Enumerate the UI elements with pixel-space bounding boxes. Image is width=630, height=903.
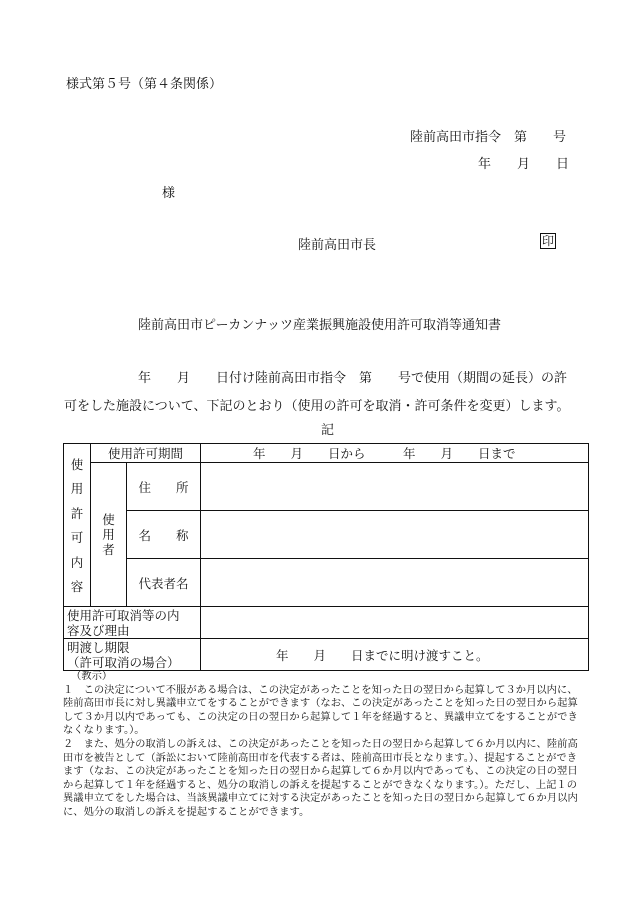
seal-mark: 印 [542,234,555,248]
name-value[interactable] [201,511,589,559]
left-char: 用 [70,481,84,497]
representative-label: 代表者名 [127,559,201,607]
instruction-notes [63,670,585,820]
handover-label-line: 明渡し期限 [67,639,130,655]
notes-item-2: ２ また、処分の取消しの訴えは、この決定があったことを知った日の翌日から起算して６か月以内に、陸前高田市を被告として（訴訟において陸前高田市を代表する者は、陸前高田市長となります。）、提起することができます（なお、この決定があったことを知った日の翌日から起算して６か月以内であっても、この決定の日の翌日から起算して１年を経過すると、処分の取消しの訴えを提起することができなくなります。）。ただし、上記１の異議申立てをした場合は、当該異議申立てに対する決定があったことを知った日の翌日から起算して６か月以内に、処分の取消しの訴えを提起することができます。 [63,737,578,818]
left-char: 可 [70,530,84,546]
name-label: 名 称 [127,511,201,559]
handover-label-line: （許可取消の場合） [67,654,180,670]
permit-content-label-cell [64,444,91,607]
permit-table [63,443,589,671]
body-line-1: 年 月 日付け陸前高田市指令 第 号で使用（期間の延長）の許 [138,371,568,386]
notes-item-1: １ この決定について不服がある場合は、この決定があったことを知った日の翌日から起算して３か月以内に、陸前高田市長に対し異議申立てをすることができます（なお、この決定があったことを知った日の翌日から起算して３か月以内であっても、この決定の日の翌日から起算して１年を経過すると、異議申立てをすることができなくなります。）。 [63,683,578,737]
left-char: 容 [70,578,84,594]
user-char: 用 [102,527,115,542]
handover-label [64,639,201,671]
user-char: 使 [102,512,115,527]
reason-label-line: 容及び理由 [67,622,130,638]
document-title: 陸前高田市ピーカンナッツ産業振興施設使用許可取消等通知書 [138,318,501,333]
directive-number: 陸前高田市指令 第 号 [410,130,567,145]
left-char: 内 [70,554,84,570]
form-number: 様式第５号（第４条関係） [66,77,223,92]
period-value: 年 月 日から 年 月 日まで [201,444,589,463]
issuer-name: 陸前高田市長 [298,238,377,253]
left-char: 許 [70,505,84,521]
ki-heading: 記 [321,423,335,438]
user-char: 者 [102,542,115,557]
issue-date: 年 月 日 [478,157,570,172]
reason-value[interactable] [201,607,589,639]
handover-value: 年 月 日までに明け渡すこと。 [201,639,589,671]
addressee-suffix: 様 [162,186,176,201]
body-line-2: 可をした施設について、下記のとおり（使用の許可を取消・許可条件を変更）します。 [64,399,570,414]
left-char: 使 [70,457,84,472]
address-value[interactable] [201,463,589,511]
representative-value[interactable] [201,559,589,607]
period-label: 使用許可期間 [91,444,201,463]
reason-label [64,607,201,639]
address-label: 住 所 [127,463,201,511]
reason-label-line: 使用許可取消等の内 [67,607,180,623]
notes-heading: （教示） [71,670,113,682]
user-label-cell [91,463,127,607]
